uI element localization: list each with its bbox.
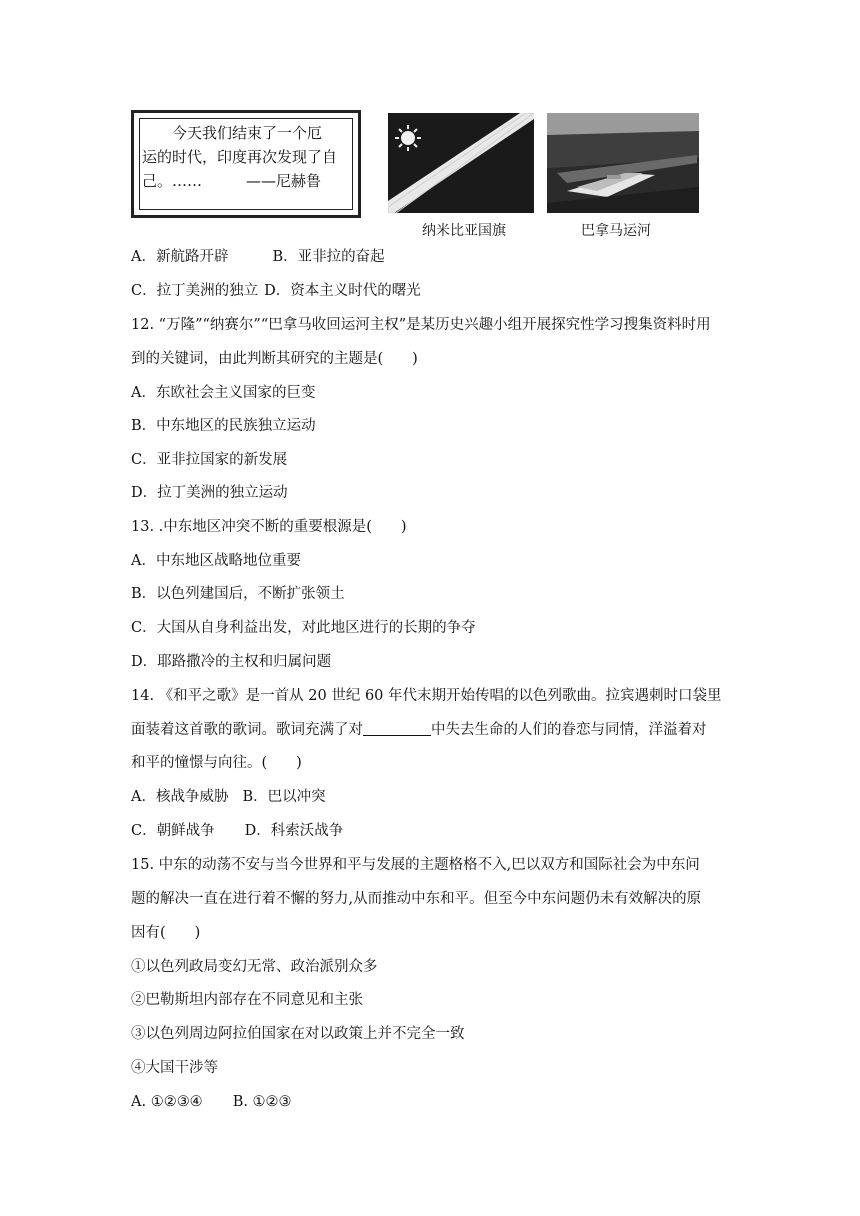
q14-option-a: A．核战争威胁 <box>131 789 229 805</box>
q14-options-row-2 <box>131 821 343 841</box>
q11-option-c: C．拉丁美洲的独立 <box>131 283 259 299</box>
q14-fill-blank[interactable] <box>363 721 431 736</box>
q14-stem-line-1: 14. 《和平之歌》是一首从 20 世纪 60 年代末期开始传唱的以色列歌曲。拉宾遇刺时口袋里 <box>131 688 722 704</box>
canal-caption: 巴拿马运河 <box>581 223 651 239</box>
q12-stem-line-2: 到的关键词，由此判断其研究的主题是( ) <box>131 351 418 367</box>
quote-line-1: 今天我们结束了一个厄 <box>172 124 323 142</box>
q15-options-row-1 <box>131 1092 292 1112</box>
q12-option-d: D．拉丁美洲的独立运动 <box>131 485 288 501</box>
quote-author: ——尼赫鲁 <box>246 172 322 190</box>
q13-option-a: A．中东地区战略地位重要 <box>131 553 301 569</box>
q12-option-b: B．中东地区的民族独立运动 <box>131 418 316 434</box>
flag-caption: 纳米比亚国旗 <box>422 223 506 239</box>
q13-option-c: C．大国从自身利益出发，对此地区进行的长期的争夺 <box>131 620 476 636</box>
q11-option-b: B．亚非拉的奋起 <box>272 249 385 265</box>
q15-item-4: ④大国干涉等 <box>131 1060 218 1076</box>
q15-option-a: A. ①②③④ <box>131 1094 203 1110</box>
q12-stem-line-1: 12. “万隆”“纳赛尔”“巴拿马收回运河主权”是某历史兴趣小组开展探究性学习搜集资料时用 <box>131 317 711 333</box>
q12-option-a: A．东欧社会主义国家的巨变 <box>131 385 316 401</box>
quote-line-3: 己。…… ——尼赫鲁 <box>142 172 322 190</box>
q15-item-2: ②巴勒斯坦内部存在不同意见和主张 <box>131 992 363 1008</box>
q15-stem-line-1: 15. 中东的动荡不安与当今世界和平与发展的主题格格不入,巴以双方和国际社会为中东问 <box>131 857 700 873</box>
q14-options-row-1 <box>131 787 326 807</box>
panama-canal-image <box>547 113 699 213</box>
q11-option-a: A．新航路开辟 <box>131 249 229 265</box>
quote-text <box>142 121 342 193</box>
q14-stem-line-2 <box>131 720 707 740</box>
q15-stem-line-2: 题的解决一直在进行着不懈的努力,从而推动中东和平。但至今中东问题仍未有效解决的原 <box>131 891 702 907</box>
q11-options-row-2 <box>131 281 421 301</box>
q13-option-d: D．耶路撒冷的主权和归属问题 <box>131 654 332 670</box>
canal-photo-graphic <box>547 113 699 213</box>
nehru-quote-box <box>131 110 361 218</box>
flag-graphic <box>388 113 534 213</box>
quote-line-2: 运的时代，印度再次发现了自 <box>142 148 338 166</box>
q14-option-c: C．朝鲜战争 <box>131 823 215 839</box>
q14-stem-line-3: 和平的憧憬与向往。( ) <box>131 755 302 771</box>
q15-option-b: B. ①②③ <box>232 1094 292 1110</box>
q15-item-3: ③以色列周边阿拉伯国家在对以政策上并不完全一致 <box>131 1026 465 1042</box>
q11-options-row-1 <box>131 247 385 267</box>
q14-stem-line-2-pre: 面装着这首歌的歌词。歌词充满了对 <box>131 722 363 738</box>
q15-stem-line-3: 因有( ) <box>131 925 201 941</box>
q11-option-d: D．资本主义时代的曙光 <box>264 283 421 299</box>
q13-stem: 13. .中东地区冲突不断的重要根源是( ) <box>131 519 407 535</box>
q14-option-d: D．科索沃战争 <box>244 823 344 839</box>
q15-item-1: ①以色列政局变幻无常、政治派别众多 <box>131 959 378 975</box>
q12-option-c: C．亚非拉国家的新发展 <box>131 452 288 468</box>
q14-option-b: B．巴以冲突 <box>242 789 326 805</box>
q14-stem-line-2-post: 中失去生命的人们的眷恋与同情，洋溢着对 <box>431 722 707 738</box>
q13-option-b: B．以色列建国后，不断扩张领土 <box>131 586 345 602</box>
namibia-flag-image <box>388 113 534 213</box>
